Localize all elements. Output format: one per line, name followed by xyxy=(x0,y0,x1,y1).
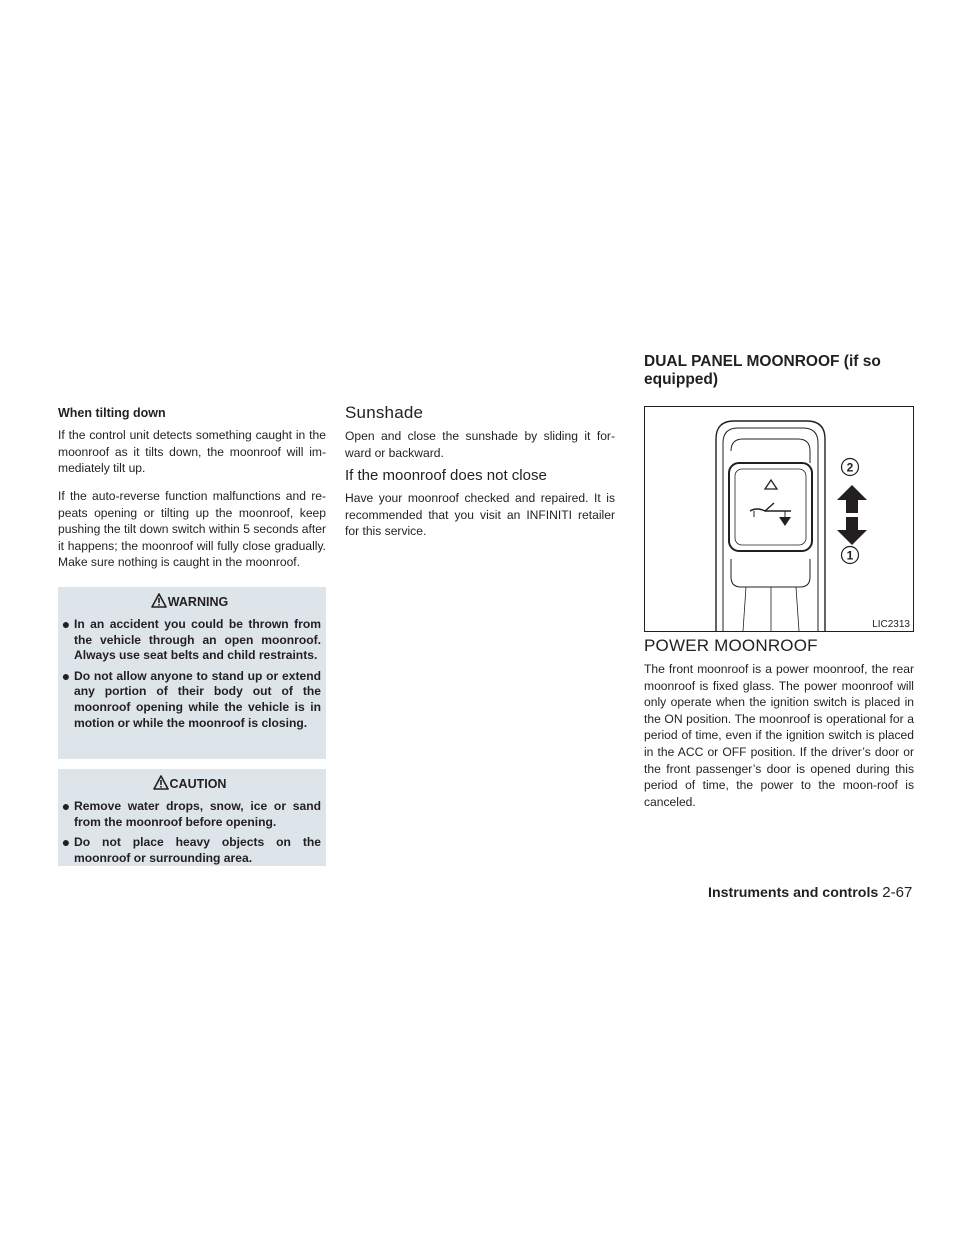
open-direction-arrow-icon xyxy=(837,485,867,513)
warning-box xyxy=(58,587,326,759)
caution-triangle-icon xyxy=(153,775,169,790)
moonroof-switch-illustration xyxy=(645,407,913,631)
caution-item xyxy=(58,835,321,866)
sunshade-paragraph: Open and close the sunshade by sliding it for-ward or backward. xyxy=(345,429,615,460)
callout-1-label: 1 xyxy=(846,548,854,563)
close-direction-arrow-icon xyxy=(837,517,867,545)
bullet-icon: ● xyxy=(61,798,71,814)
warning-item xyxy=(58,669,321,731)
caution-item-text: Remove water drops, snow, ice or sand from the moonroof before opening. xyxy=(74,799,321,829)
caution-item-text: Do not place heavy objects on the moonroof or surrounding area. xyxy=(74,835,321,865)
caution-title-text: CAUTION xyxy=(169,777,227,791)
caution-box xyxy=(58,769,326,866)
tilting-down-paragraph-2: If the auto-reverse function malfunctions and re-peats opening or tilting up the moonroof, keep pushing the tilt down switch within 5 seconds after it happens; the moonroof will fully close gradually. Make sure nothing is caught in the moonroof. xyxy=(58,489,326,570)
not-close-heading: If the moonroof does not close xyxy=(345,467,547,484)
tilting-down-heading: When tilting down xyxy=(58,406,166,420)
bullet-icon: ● xyxy=(61,616,71,632)
sunshade-heading: Sunshade xyxy=(345,403,424,422)
caution-title xyxy=(58,775,321,792)
bullet-icon: ● xyxy=(61,834,71,851)
power-moonroof-heading: POWER MOONROOF xyxy=(644,636,818,655)
callout-2-label: 2 xyxy=(846,460,854,475)
page-number: 2-67 xyxy=(882,884,913,901)
warning-item-text: Do not allow anyone to stand up or extend any portion of their body out of the moonroof opening while the vehicle is in motion or while the moonroof is closing. xyxy=(74,668,321,730)
warning-item-text: In an accident you could be thrown from the vehicle through an open moonroof. Always use seat belts and child restraints. xyxy=(74,617,321,663)
warning-triangle-icon xyxy=(151,593,167,608)
power-moonroof-paragraph: The front moonroof is a power moonroof, the rear moonroof is fixed glass. The power moonroof will only operate when the ignition switch is placed in the ON position. The moonroof is operational for a period of time, even if the ignition switch is placed in the ACC or OFF position. If the driver’s door or the front passenger’s door is opened during this period of time, the power to the moon-roof is canceled. xyxy=(644,662,914,809)
caution-item xyxy=(58,799,321,830)
footer-section-title: Instruments and controls xyxy=(708,885,879,901)
bullet-icon: ● xyxy=(61,667,71,684)
moonroof-switch-figure xyxy=(644,406,914,632)
tilting-down-paragraph-1: If the control unit detects something caught in the moonroof as it tilts down, the moonroof will im-mediately tilt up. xyxy=(58,428,326,476)
warning-title-text: WARNING xyxy=(167,595,229,609)
not-close-paragraph: Have your moonroof checked and repaired. It is recommended that you visit an INFINITI retailer for this service. xyxy=(345,491,615,539)
dual-panel-moonroof-heading: DUAL PANEL MOONROOF (if so equipped) xyxy=(644,353,881,388)
warning-title xyxy=(58,593,321,610)
warning-item xyxy=(58,617,321,664)
figure-code: LIC2313 xyxy=(872,619,910,630)
page-footer xyxy=(708,884,923,902)
